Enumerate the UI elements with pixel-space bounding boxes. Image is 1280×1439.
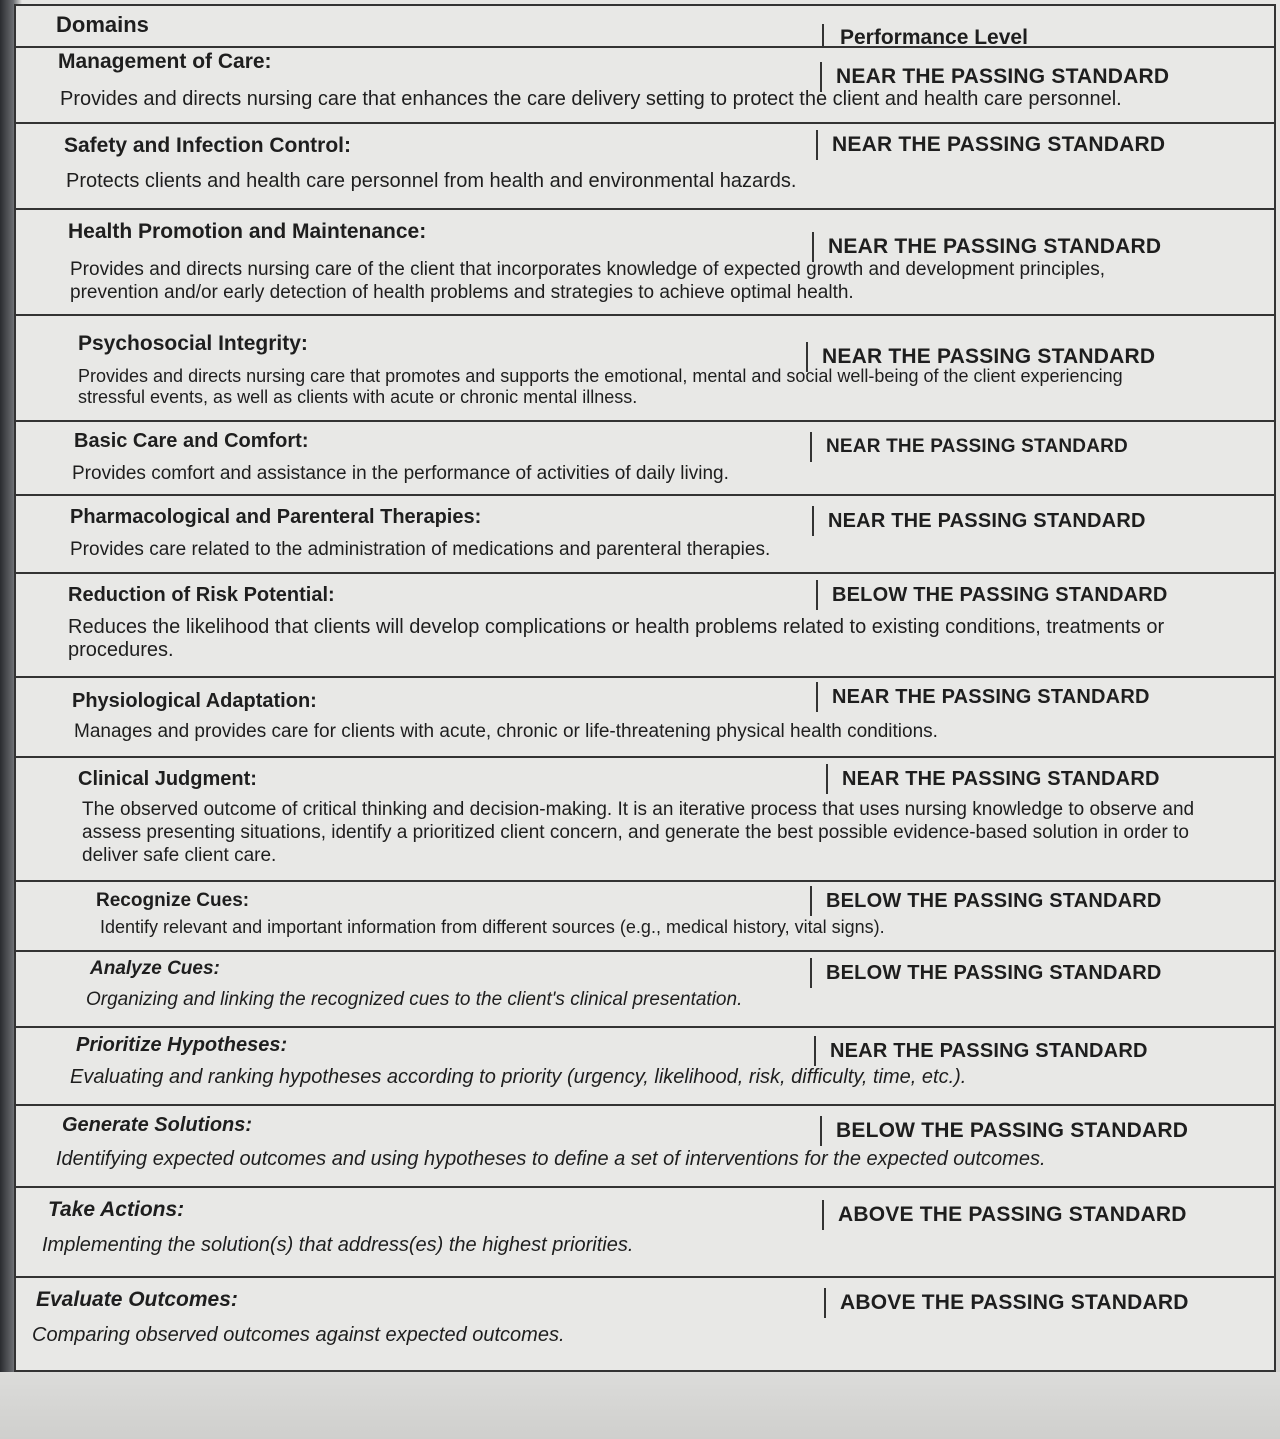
domain-name: Psychosocial Integrity:	[78, 332, 308, 355]
performance-report-table	[14, 4, 1276, 1372]
domain-description: Provides and directs nursing care that promotes and supports the emotional, mental and social well-being of the client experiencing stressful events, as well as clients with acute or chronic mental illness.	[78, 366, 1123, 407]
domain-description: Provides comfort and assistance in the performance of activities of daily living.	[72, 463, 729, 484]
domain-row-basic-care-comfort	[16, 422, 1274, 496]
domain-row-recognize-cues	[16, 882, 1274, 952]
domain-row-evaluate-outcomes	[16, 1278, 1274, 1372]
domain-row-clinical-judgment	[16, 758, 1274, 882]
domain-description: Provides and directs nursing care that enhances the care delivery setting to protect the client and health care personnel.	[60, 88, 1122, 110]
performance-level: NEAR THE PASSING STANDARD	[816, 682, 1150, 712]
domain-row-psychosocial-integrity	[16, 316, 1274, 422]
domain-description: Evaluating and ranking hypotheses according to priority (urgency, likelihood, risk, difficulty, time, etc.).	[70, 1066, 967, 1088]
performance-level: NEAR THE PASSING STANDARD	[812, 232, 1161, 262]
paper-bottom-margin	[0, 1372, 1280, 1439]
domain-name: Management of Care:	[58, 50, 272, 73]
domain-description: Manages and provides care for clients with acute, chronic or life-threatening physical health conditions.	[74, 721, 938, 742]
performance-level: BELOW THE PASSING STANDARD	[820, 1116, 1188, 1146]
domain-row-pharmacological-therapies	[16, 496, 1274, 574]
domain-name: Recognize Cues:	[96, 890, 250, 911]
domain-row-analyze-cues	[16, 952, 1274, 1028]
domain-name: Safety and Infection Control:	[64, 134, 352, 157]
domain-row-prioritize-hypotheses	[16, 1028, 1274, 1106]
domain-row-health-promotion	[16, 210, 1274, 316]
domain-name: Generate Solutions:	[62, 1114, 253, 1136]
header-performance-level: Performance Level	[822, 24, 1028, 46]
domain-name: Pharmacological and Parenteral Therapies:	[70, 506, 482, 528]
table-header	[16, 6, 1274, 48]
domain-name: Basic Care and Comfort:	[74, 430, 309, 452]
performance-level: NEAR THE PASSING STANDARD	[826, 764, 1160, 794]
domain-name: Clinical Judgment:	[78, 768, 257, 790]
domain-name: Take Actions:	[48, 1198, 185, 1221]
performance-level: BELOW THE PASSING STANDARD	[810, 958, 1162, 988]
domain-row-management-of-care	[16, 44, 1274, 124]
domain-description: Organizing and linking the recognized cues to the client's clinical presentation.	[86, 989, 743, 1010]
performance-level: NEAR THE PASSING STANDARD	[812, 506, 1146, 536]
performance-level: ABOVE THE PASSING STANDARD	[822, 1200, 1187, 1230]
domain-row-take-actions	[16, 1188, 1274, 1278]
domain-name: Analyze Cues:	[90, 958, 220, 979]
domain-description: Identify relevant and important information from different sources (e.g., medical history, vital signs).	[100, 917, 885, 937]
performance-level: BELOW THE PASSING STANDARD	[810, 886, 1162, 916]
domain-name: Evaluate Outcomes:	[36, 1288, 238, 1311]
performance-level: NEAR THE PASSING STANDARD	[814, 1036, 1148, 1066]
domain-name: Physiological Adaptation:	[72, 690, 317, 712]
performance-level: ABOVE THE PASSING STANDARD	[824, 1288, 1189, 1318]
domain-name: Reduction of Risk Potential:	[68, 584, 335, 606]
performance-level: NEAR THE PASSING STANDARD	[810, 432, 1128, 462]
domain-name: Prioritize Hypotheses:	[76, 1034, 288, 1056]
domain-row-generate-solutions	[16, 1106, 1274, 1188]
domain-description: Protects clients and health care personnel from health and environmental hazards.	[66, 170, 797, 192]
domain-name: Health Promotion and Maintenance:	[68, 220, 427, 243]
header-domains: Domains	[56, 12, 149, 37]
domain-description: Provides care related to the administration of medications and parenteral therapies.	[70, 539, 771, 560]
domain-row-safety-infection-control	[16, 124, 1274, 210]
performance-level: NEAR THE PASSING STANDARD	[806, 342, 1155, 372]
domain-row-reduction-of-risk	[16, 574, 1274, 678]
performance-level: BELOW THE PASSING STANDARD	[816, 580, 1168, 610]
domain-description: Identifying expected outcomes and using hypotheses to define a set of interventions for the expected outcomes.	[56, 1148, 1046, 1170]
domain-description: Provides and directs nursing care of the client that incorporates knowledge of expected growth and development principles, prevention and/or early detection of health problems and strategies to achieve optimal health.	[70, 259, 1106, 303]
domain-description: The observed outcome of critical thinking and decision-making. It is an iterative process that uses nursing knowledge to observe and assess presenting situations, identify a prioritized client concern, and generate the best possible evidence-based solution in order to deliver safe client care.	[82, 799, 1195, 866]
domain-description: Implementing the solution(s) that address(es) the highest priorities.	[42, 1234, 634, 1256]
domain-description: Comparing observed outcomes against expected outcomes.	[32, 1324, 565, 1346]
performance-level: NEAR THE PASSING STANDARD	[816, 130, 1165, 160]
domain-row-physiological-adaptation	[16, 678, 1274, 758]
domain-description: Reduces the likelihood that clients will develop complications or health problems related to existing conditions, treatments or procedures.	[68, 616, 1165, 661]
performance-level: NEAR THE PASSING STANDARD	[820, 62, 1169, 92]
